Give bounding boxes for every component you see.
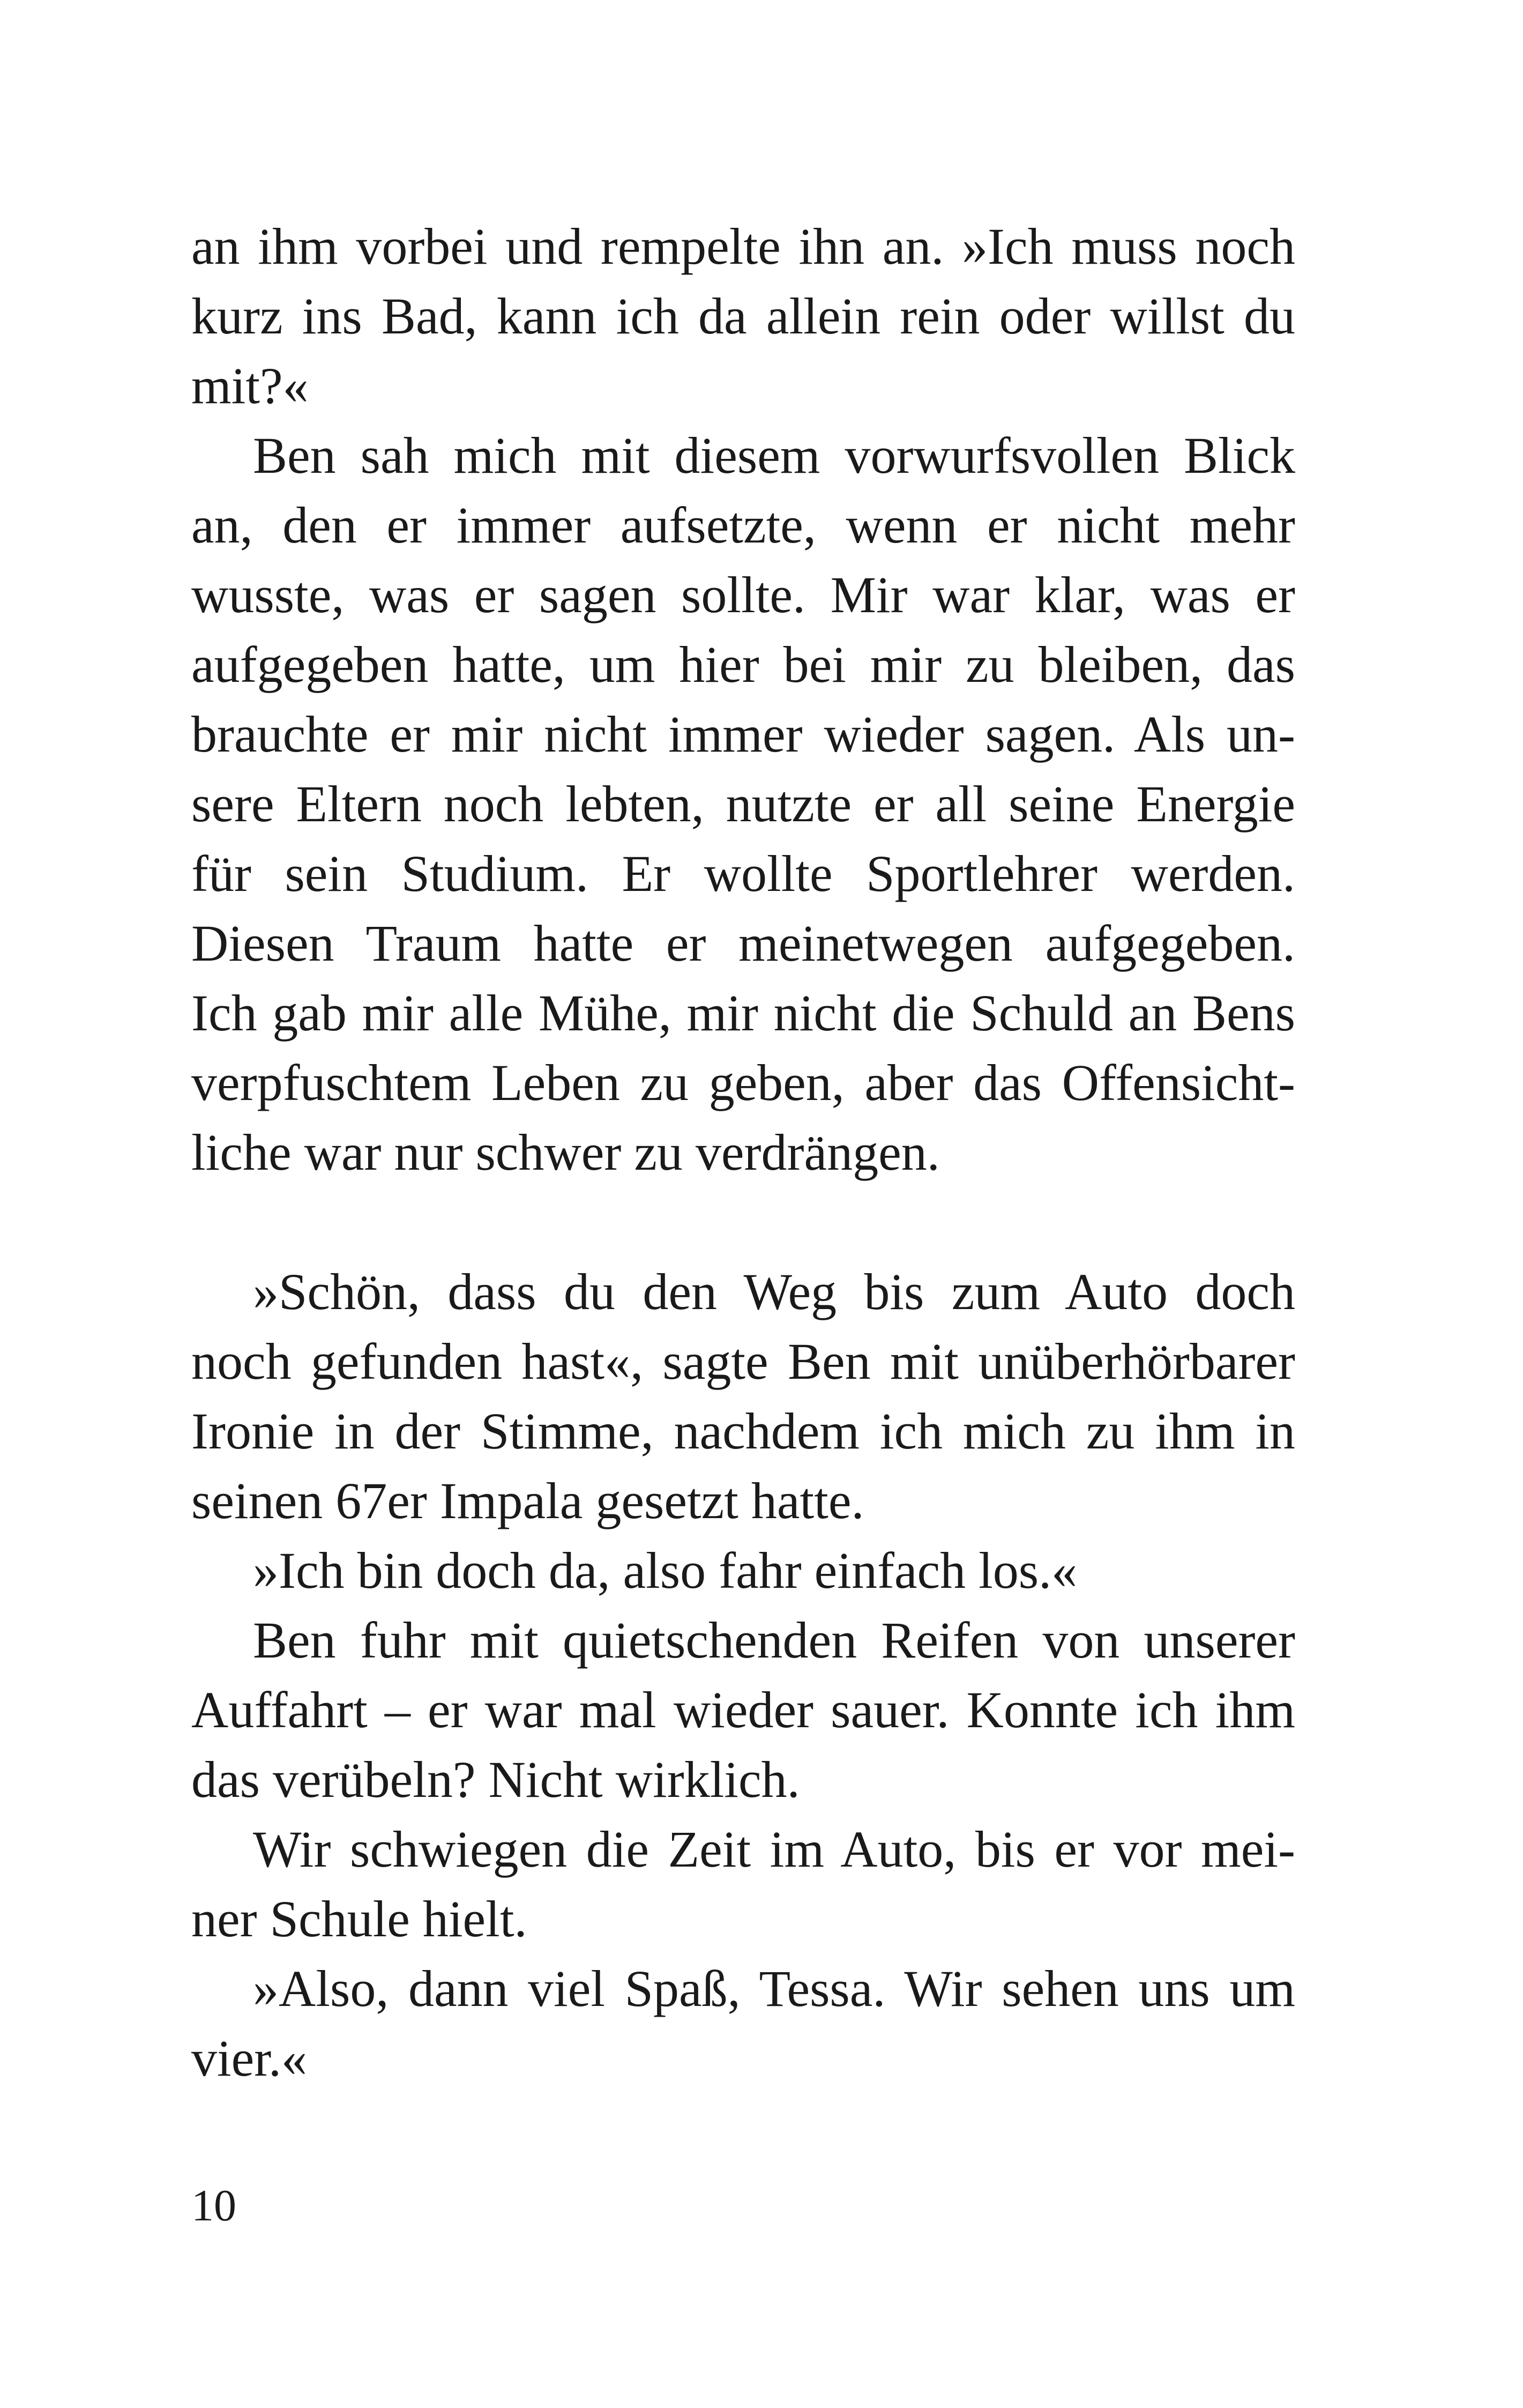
text-line: mit?« xyxy=(191,357,309,414)
text-line: sere Eltern noch lebten, nutzte er all seine Energie xyxy=(191,775,1295,833)
text-line: an ihm vorbei und rempelte ihn an. »Ich muss noch xyxy=(191,218,1295,275)
text-line: liche war nur schwer zu verdrängen. xyxy=(191,1124,940,1181)
text-line: wusste, was er sagen sollte. Mir war klar, was er xyxy=(191,566,1295,623)
text-line: Ben sah mich mit diesem vorwurfsvollen Blick xyxy=(253,427,1295,484)
text-line: Auffahrt – er war mal wieder sauer. Konnte ich ihm xyxy=(191,1681,1295,1738)
page-number: 10 xyxy=(191,2181,236,2231)
text-line: für sein Studium. Er wollte Sportlehrer werden. xyxy=(191,845,1295,902)
text-line: an, den er immer aufsetzte, wenn er nicht mehr xyxy=(191,496,1295,554)
text-line: seinen 67er Impala gesetzt hatte. xyxy=(191,1472,864,1529)
text-line: ner Schule hielt. xyxy=(191,1890,527,1948)
text-line: Wir schwiegen die Zeit im Auto, bis er vor mei- xyxy=(253,1820,1295,1878)
text-line: »Schön, dass du den Weg bis zum Auto doch xyxy=(253,1263,1295,1320)
text-line: brauchte er mir nicht immer wieder sagen. Als un- xyxy=(191,705,1295,763)
text-line: Ben fuhr mit quietschenden Reifen von unserer xyxy=(253,1611,1295,1669)
text-line: »Also, dann viel Spaß, Tessa. Wir sehen uns um xyxy=(253,1960,1295,2017)
text-line: noch gefunden hast«, sagte Ben mit unüberhörbarer xyxy=(191,1333,1295,1390)
text-line: »Ich bin doch da, also fahr einfach los.« xyxy=(253,1542,1078,1599)
text-line: aufgegeben hatte, um hier bei mir zu bleiben, das xyxy=(191,636,1295,693)
text-line: Ich gab mir alle Mühe, mir nicht die Schuld an Bens xyxy=(191,984,1295,1042)
text-line: verpfuschtem Leben zu geben, aber das Offensicht- xyxy=(191,1054,1295,1111)
text-line: kurz ins Bad, kann ich da allein rein oder willst du xyxy=(191,287,1295,345)
text-line: Diesen Traum hatte er meinetwegen aufgegeben. xyxy=(191,915,1295,972)
text-line: vier.« xyxy=(191,2030,307,2087)
text-line: das verübeln? Nicht wirklich. xyxy=(191,1751,800,1808)
text-line: Ironie in der Stimme, nachdem ich mich zu ihm in xyxy=(191,1402,1295,1460)
